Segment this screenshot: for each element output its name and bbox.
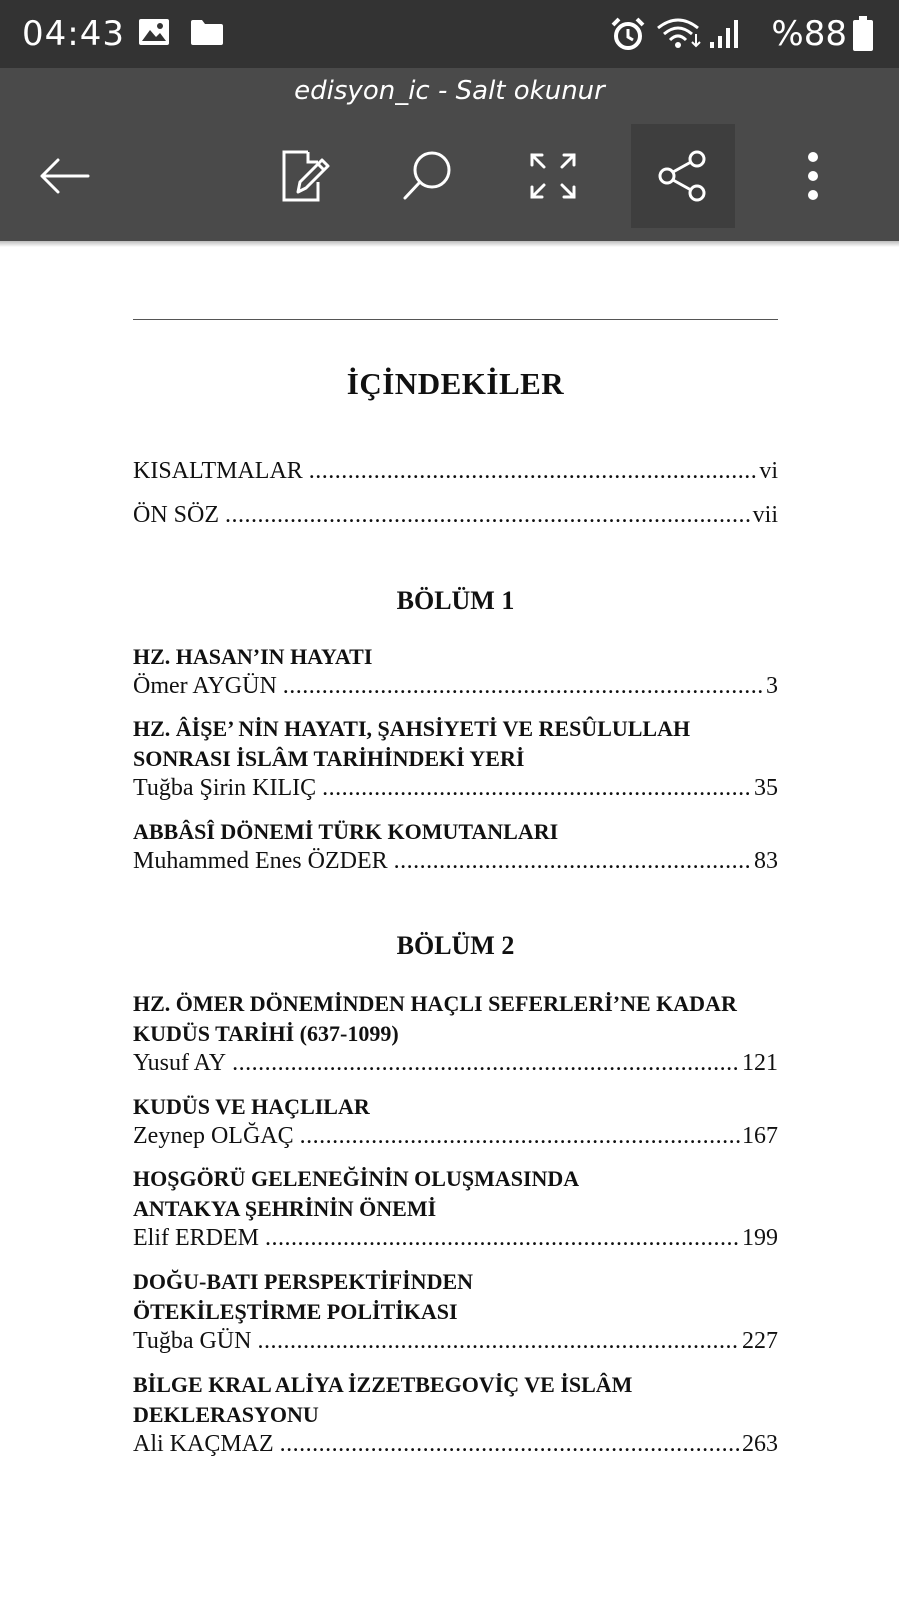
search-icon	[400, 148, 456, 204]
share-icon	[657, 150, 709, 202]
chapter-title-continued: SONRASI İSLÂM TARİHİNDEKİ YERİ	[133, 746, 525, 771]
chapter-title: BİLGE KRAL ALİYA İZZETBEGOVİÇ VE İSLÂM	[133, 1372, 633, 1397]
gallery-icon	[138, 18, 170, 50]
battery-icon	[852, 16, 874, 56]
search-button[interactable]	[376, 124, 480, 228]
chapter-author-line	[133, 1123, 778, 1150]
signal-icon	[708, 16, 742, 54]
chapter-title-continued: ÖTEKİLEŞTİRME POLİTİKASI	[133, 1299, 458, 1324]
chapter-page: 167	[742, 1123, 778, 1149]
chapter-author: Ömer AYGÜN	[133, 673, 277, 699]
chapter-page: 35	[754, 775, 778, 801]
chapter-title: HZ. ÖMER DÖNEMİNDEN HAÇLI SEFERLERİ’NE KADAR	[133, 991, 737, 1016]
leader-dots	[322, 775, 752, 802]
chapter-author: Elif ERDEM	[133, 1225, 259, 1251]
fullscreen-button[interactable]	[501, 124, 605, 228]
status-bar	[0, 0, 899, 68]
section-heading-1: BÖLÜM 1	[396, 586, 515, 615]
leader-dots	[394, 848, 752, 875]
chapter-author-line	[133, 1225, 778, 1252]
entry-label: ÖN SÖZ	[133, 502, 220, 528]
chapter-page: 83	[754, 848, 778, 874]
chapter-title: DOĞU-BATI PERSPEKTİFİNDEN	[133, 1269, 474, 1294]
leader-dots	[283, 673, 764, 700]
chapter-author: Ali KAÇMAZ	[133, 1431, 274, 1457]
toolbar-shadow	[0, 241, 899, 247]
chapter-page: 121	[742, 1050, 778, 1076]
alarm-icon	[610, 16, 646, 56]
leader-dots	[225, 502, 751, 529]
toc-entry-abbreviations	[133, 458, 778, 485]
chapter-title: ABBÂSÎ DÖNEMİ TÜRK KOMUTANLARI	[133, 819, 559, 844]
header-rule	[133, 319, 778, 320]
edit-button[interactable]	[253, 124, 357, 228]
more-vertical-icon	[805, 151, 821, 201]
chapter-title: HOŞGÖRÜ GELENEĞİNİN OLUŞMASINDA	[133, 1166, 580, 1191]
chapter-title-continued: KUDÜS TARİHİ (637-1099)	[133, 1021, 399, 1046]
chapter-title-continued: ANTAKYA ŞEHRİNİN ÖNEMİ	[133, 1196, 437, 1221]
edit-pencil-icon	[278, 148, 332, 204]
chapter-page: 263	[742, 1431, 778, 1457]
chapter-title-continued: DEKLERASYONU	[133, 1402, 319, 1427]
battery-percent: %88	[771, 14, 847, 54]
chapter-page: 3	[766, 673, 778, 699]
toc-entry-preface	[133, 502, 778, 529]
chapter-author: Tuğba Şirin KILIÇ	[133, 775, 317, 801]
leader-dots	[300, 1123, 740, 1150]
chapter-author-line	[133, 775, 778, 802]
chapter-author-line	[133, 673, 778, 700]
share-button[interactable]	[631, 124, 735, 228]
fullscreen-icon	[528, 151, 578, 201]
chapter-author: Muhammed Enes ÖZDER	[133, 848, 388, 874]
chapter-author-line	[133, 1328, 778, 1355]
toc-heading: İÇİNDEKİLER	[346, 366, 565, 401]
section-heading-2: BÖLÜM 2	[396, 931, 515, 960]
leader-dots	[232, 1050, 740, 1077]
status-time: 04:43	[22, 14, 125, 54]
chapter-title: KUDÜS VE HAÇLILAR	[133, 1094, 370, 1119]
chapter-author: Zeynep OLĞAÇ	[133, 1123, 294, 1149]
chapter-author: Yusuf AY	[133, 1050, 227, 1076]
chapter-author-line	[133, 848, 778, 875]
chapter-author-line	[133, 1431, 778, 1458]
more-options-button[interactable]	[761, 124, 865, 228]
chapter-title: HZ. HASAN’IN HAYATI	[133, 644, 373, 669]
app-toolbar	[0, 68, 899, 241]
chapter-author-line	[133, 1050, 778, 1077]
back-arrow-icon	[36, 156, 92, 196]
chapter-title: HZ. ÂİŞE’ NİN HAYATI, ŞAHSİYETİ VE RESÛLULLAH	[133, 716, 691, 741]
chapter-author: Tuğba GÜN	[133, 1328, 252, 1354]
leader-dots	[280, 1431, 740, 1458]
entry-page: vi	[759, 458, 778, 484]
leader-dots	[257, 1328, 740, 1355]
folder-icon	[190, 18, 224, 50]
leader-dots	[265, 1225, 740, 1252]
chapter-page: 227	[742, 1328, 778, 1354]
document-title: edisyon_ic - Salt okunur	[294, 76, 605, 106]
entry-label: KISALTMALAR	[133, 458, 303, 484]
chapter-page: 199	[742, 1225, 778, 1251]
leader-dots	[309, 458, 758, 485]
back-button[interactable]	[12, 124, 116, 228]
wifi-icon	[656, 16, 704, 54]
entry-page: vii	[752, 502, 778, 528]
